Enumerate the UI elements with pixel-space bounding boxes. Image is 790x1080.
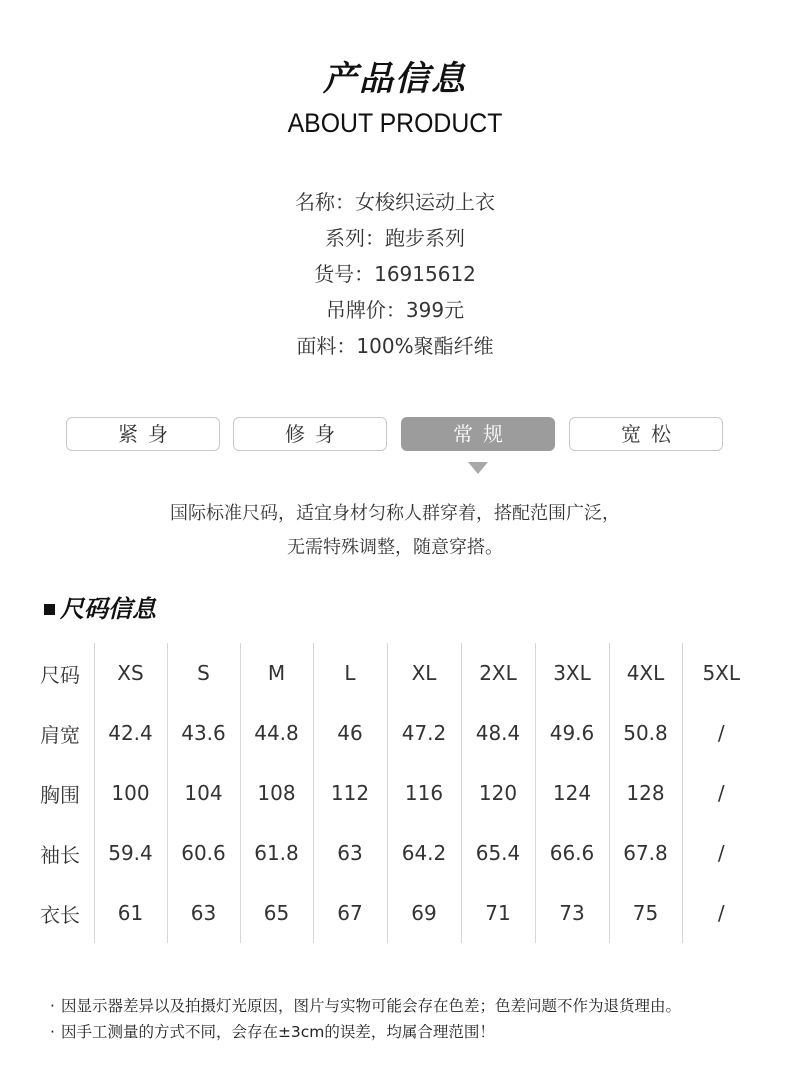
fit-description-line2: 无需特殊调整，随意穿搭。: [287, 537, 503, 558]
bullet-dot-icon: ·: [50, 997, 55, 1015]
size-value-cell: 46: [313, 703, 387, 763]
fit-option-tight[interactable]: 紧身: [66, 417, 220, 451]
size-header-cell: 3XL: [535, 643, 609, 703]
size-value-cell: 49.6: [535, 703, 609, 763]
size-value-cell: 61: [94, 883, 167, 943]
size-value-cell: 50.8: [609, 703, 682, 763]
size-header-cell: 2XL: [461, 643, 535, 703]
note-text: 因手工测量的方式不同，会存在±3cm的误差，均属合理范围！: [60, 1023, 495, 1041]
size-value-cell: /: [682, 883, 760, 943]
size-value-cell: 43.6: [167, 703, 240, 763]
size-value-cell: 47.2: [387, 703, 461, 763]
table-header-row: [30, 643, 760, 703]
size-value-cell: 65.4: [461, 823, 535, 883]
row-label: 尺码: [40, 662, 80, 687]
size-value-cell: 66.6: [535, 823, 609, 883]
product-series: 系列：跑步系列: [325, 226, 465, 250]
size-value-cell: 61.8: [240, 823, 313, 883]
size-table: [30, 643, 760, 943]
size-value-cell: 104: [167, 763, 240, 823]
size-value-cell: 69: [387, 883, 461, 943]
size-header-cell: XL: [387, 643, 461, 703]
note-text: 因显示器差异以及拍摄灯光原因，图片与实物可能会存在色差；色差问题不作为退货理由。: [60, 997, 681, 1015]
row-label: 衣长: [40, 902, 80, 927]
product-price: 吊牌价：399元: [325, 298, 465, 322]
size-header-cell: S: [167, 643, 240, 703]
size-value-cell: 100: [94, 763, 167, 823]
size-value-cell: 42.4: [94, 703, 167, 763]
table-row: [30, 883, 760, 943]
table-row: [30, 763, 760, 823]
size-value-cell: 73: [535, 883, 609, 943]
fit-option-slim[interactable]: 修身: [233, 417, 387, 451]
size-value-cell: 108: [240, 763, 313, 823]
size-value-cell: /: [682, 763, 760, 823]
note-measurement-error: [50, 1021, 495, 1043]
size-value-cell: /: [682, 823, 760, 883]
size-value-cell: 75: [609, 883, 682, 943]
row-label: 袖长: [40, 842, 80, 867]
size-value-cell: 67.8: [609, 823, 682, 883]
product-fabric: 面料：100%聚酯纤维: [296, 334, 494, 358]
size-value-cell: 124: [535, 763, 609, 823]
size-value-cell: 60.6: [167, 823, 240, 883]
selected-fit-pointer-icon: [468, 462, 488, 474]
size-value-cell: 65: [240, 883, 313, 943]
product-item-no: 货号：16915612: [314, 262, 476, 286]
table-row: [30, 823, 760, 883]
size-value-cell: 71: [461, 883, 535, 943]
section-square-icon: [44, 604, 55, 615]
bullet-dot-icon: ·: [50, 1023, 55, 1041]
size-value-cell: 64.2: [387, 823, 461, 883]
fit-option-loose[interactable]: 宽松: [569, 417, 723, 451]
size-header-cell: M: [240, 643, 313, 703]
row-label: 肩宽: [40, 722, 80, 747]
size-value-cell: /: [682, 703, 760, 763]
size-header-cell: L: [313, 643, 387, 703]
size-header-cell: 5XL: [682, 643, 760, 703]
table-row: [30, 703, 760, 763]
size-value-cell: 116: [387, 763, 461, 823]
page-subtitle: ABOUT PRODUCT: [287, 108, 503, 138]
size-value-cell: 67: [313, 883, 387, 943]
size-table-body: [30, 643, 760, 943]
size-header-cell: XS: [94, 643, 167, 703]
product-name: 名称：女梭织运动上衣: [295, 190, 495, 214]
fit-description-line1: 国际标准尺码，适宜身材匀称人群穿着，搭配范围广泛，: [170, 503, 620, 524]
size-header-cell: 4XL: [609, 643, 682, 703]
size-value-cell: 112: [313, 763, 387, 823]
row-label: 胸围: [40, 782, 80, 807]
size-section-title: 尺码信息: [60, 595, 156, 623]
size-value-cell: 59.4: [94, 823, 167, 883]
size-value-cell: 63: [167, 883, 240, 943]
note-color-difference: [50, 995, 681, 1017]
size-value-cell: 120: [461, 763, 535, 823]
size-value-cell: 48.4: [461, 703, 535, 763]
page-title: 产品信息: [323, 59, 467, 99]
fit-option-regular[interactable]: 常规: [401, 417, 555, 451]
size-value-cell: 128: [609, 763, 682, 823]
size-value-cell: 63: [313, 823, 387, 883]
size-value-cell: 44.8: [240, 703, 313, 763]
